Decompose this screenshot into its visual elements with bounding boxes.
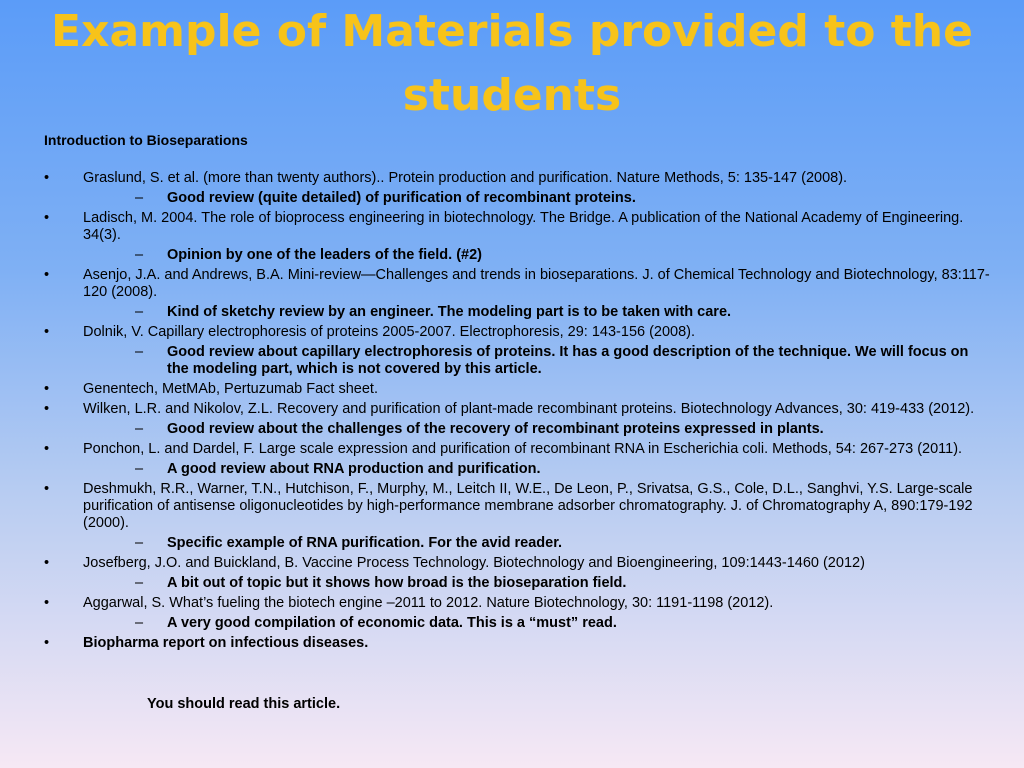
reference-citation: Deshmukh, R.R., Warner, T.N., Hutchison, F., Murphy, M., Leitch II, W.E., De Leon, P., Srivatsa, G.S., Cole, D.L., Sanghvi, Y.S. Large-scale purification of antisense oligonucleotides by high-performance membrane adsorber chromatography. J. of Chromatography A, 890:179-192 (2000). (83, 481, 973, 531)
reference-citation: Ponchon, L. and Dardel, F. Large scale expression and purification of recombinant RNA in Escherichia coli. Methods, 54: 267-273 (2011). (83, 441, 963, 457)
reference-item (44, 170, 994, 207)
dash-icon: – (135, 344, 144, 360)
reference-comment-text: Good review about the challenges of the recovery of recombinant proteins expressed in plants. (167, 421, 824, 437)
reference-item (44, 324, 994, 378)
reference-comment (83, 421, 994, 438)
bullet-icon: • (44, 595, 50, 611)
dash-icon: – (135, 247, 144, 263)
reference-comment (83, 615, 994, 632)
dash-icon: – (135, 304, 144, 320)
bullet-icon: • (44, 170, 50, 186)
dash-icon: – (135, 190, 144, 206)
reference-comment-text: Kind of sketchy review by an engineer. The modeling part is to be taken with care. (167, 304, 732, 320)
reference-comment-text: Opinion by one of the leaders of the field. (#2) (167, 247, 482, 263)
reference-citation: Genentech, MetMAb, Pertuzumab Fact sheet. (83, 381, 378, 397)
reference-comment-text: Good review (quite detailed) of purification of recombinant proteins. (167, 190, 636, 206)
reference-comment (83, 535, 994, 552)
reference-item (44, 595, 994, 632)
dash-icon: – (135, 615, 144, 631)
reference-citation: Josefberg, J.O. and Buickland, B. Vaccine Process Technology. Biotechnology and Bioengineering, 109:1443-1460 (2012) (83, 555, 865, 571)
reference-comment-text: Specific example of RNA purification. For the avid reader. (167, 535, 563, 551)
closing-note: You should read this article. (147, 696, 341, 712)
reference-comment (83, 575, 994, 592)
reference-comment-text: A bit out of topic but it shows how broad is the bioseparation field. (167, 575, 627, 591)
reference-item (44, 210, 994, 264)
reference-comment (83, 461, 994, 478)
bullet-icon: • (44, 381, 50, 397)
reference-comment (83, 190, 994, 207)
reference-citation: Ladisch, M. 2004. The role of bioprocess engineering in biotechnology. The Bridge. A publication of the National Academy of Engineering. 34(3). (83, 210, 964, 243)
reference-citation: Dolnik, V. Capillary electrophoresis of proteins 2005-2007. Electrophoresis, 29: 143-156 (2008). (83, 324, 696, 340)
reference-comment-text: Good review about capillary electrophoresis of proteins. It has a good description of the technique. We will focus on the modeling part, which is not covered by this article. (167, 344, 969, 377)
reference-comment-text: A very good compilation of economic data. This is a “must” read. (167, 615, 617, 631)
slide-subtitle: Introduction to Bioseparations (44, 132, 248, 148)
reference-citation: Aggarwal, S. What’s fueling the biotech engine –2011 to 2012. Nature Biotechnology, 30: 1191-1198 (2012). (83, 595, 774, 611)
reference-item (44, 381, 994, 398)
reference-comment (83, 247, 994, 264)
bullet-icon: • (44, 441, 50, 457)
dash-icon: – (135, 461, 144, 477)
reference-citation: Graslund, S. et al. (more than twenty authors).. Protein production and purification. Nature Methods, 5: 135-147 (2008). (83, 170, 848, 186)
bullet-icon: • (44, 635, 50, 651)
reference-item (44, 267, 994, 321)
bullet-icon: • (44, 481, 50, 497)
reference-item (44, 441, 994, 478)
dash-icon: – (135, 575, 144, 591)
bullet-icon: • (44, 555, 50, 571)
bullet-icon: • (44, 324, 50, 340)
reference-comment-text: A good review about RNA production and purification. (167, 461, 541, 477)
reference-list (44, 170, 994, 655)
bullet-icon: • (44, 267, 50, 283)
reference-comment (83, 304, 994, 321)
bullet-icon: • (44, 210, 50, 226)
reference-comment (83, 344, 994, 378)
slide-title: Example of Materials provided to the students (51, 6, 973, 121)
reference-citation: Asenjo, J.A. and Andrews, B.A. Mini-review—Challenges and trends in bioseparations. J. of Chemical Technology and Biotechnology, 83:117-120 (2008). (83, 267, 990, 300)
dash-icon: – (135, 421, 144, 437)
reference-item (44, 481, 994, 552)
reference-item (44, 401, 994, 438)
reference-item (44, 555, 994, 592)
dash-icon: – (135, 535, 144, 551)
reference-citation: Biopharma report on infectious diseases. (83, 635, 369, 651)
reference-citation: Wilken, L.R. and Nikolov, Z.L. Recovery and purification of plant-made recombinant proteins. Biotechnology Advances, 30: 419-433 (2012). (83, 401, 975, 417)
bullet-icon: • (44, 401, 50, 417)
reference-item (44, 635, 994, 652)
